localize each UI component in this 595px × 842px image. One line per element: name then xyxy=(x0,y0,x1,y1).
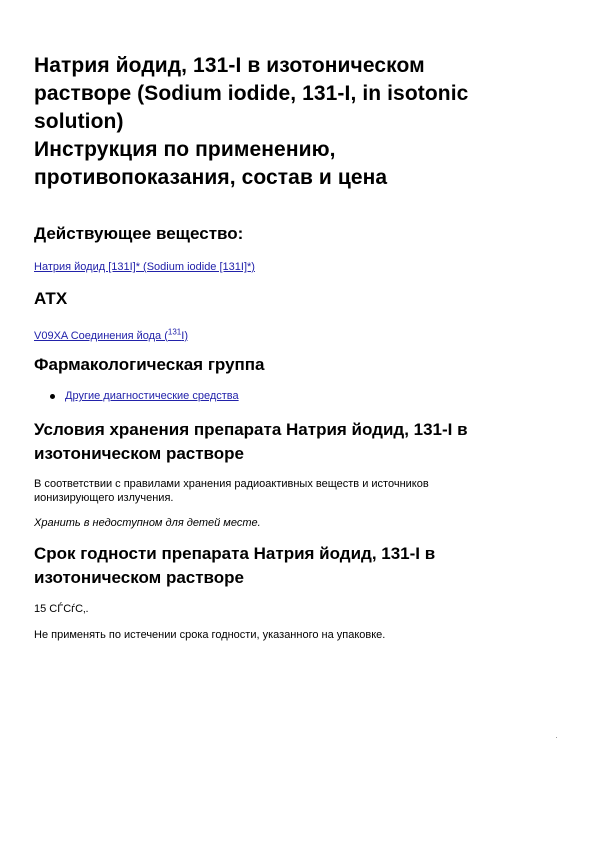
active-substance-heading: Действующее вещество: xyxy=(34,224,244,243)
storage-heading xyxy=(34,418,468,466)
active-substance-link[interactable]: Натрия йодид [131I]* (Sodium iodide [131I]*) xyxy=(34,261,255,273)
storage-note: Хранить в недоступном для детей месте. xyxy=(34,517,261,529)
storage-heading-line: изотоническом растворе xyxy=(34,444,245,463)
title-line: Натрия йодид, 131-I в изотоническом xyxy=(34,54,425,77)
subtitle-line: противопоказания, состав и цена xyxy=(34,166,388,189)
shelf-life-heading-line: Срок годности препарата Натрия йодид, 131-I в xyxy=(34,544,436,563)
atx-link-suffix: I) xyxy=(181,329,188,342)
subtitle-line: Инструкция по применению, xyxy=(34,138,336,161)
atx-link-sup: 131 xyxy=(167,327,182,336)
title-line: растворе (Sodium iodide, 131-I, in isotonic xyxy=(34,82,469,105)
pharm-group-heading: Фармакологическая группа xyxy=(34,355,265,374)
atx-link-text: V09XA Соединения йода ( xyxy=(34,329,168,342)
atx-heading: АТХ xyxy=(34,289,68,308)
list-item xyxy=(50,390,239,402)
page-title xyxy=(34,52,564,192)
storage-heading-line: Условия хранения препарата Натрия йодид, 131-I в xyxy=(34,420,468,439)
pharm-group-link[interactable]: Другие диагностические средства xyxy=(65,390,239,402)
atx-row xyxy=(34,325,188,343)
page-artifact xyxy=(556,737,557,738)
shelf-life-heading xyxy=(34,542,435,590)
storage-text-line: ионизирующего излучения. xyxy=(34,492,174,504)
bullet-icon xyxy=(50,394,55,399)
storage-text-line: В соответствии с правилами хранения радиоактивных веществ и источников xyxy=(34,478,429,490)
active-substance-row xyxy=(34,260,255,274)
shelf-life-heading-line: изотоническом растворе xyxy=(34,568,245,587)
atx-link[interactable] xyxy=(34,327,188,342)
shelf-life-note: Не применять по истечении срока годности, указанного на упаковке. xyxy=(34,629,386,641)
shelf-life-value: 15 СЃСѓС‚. xyxy=(34,603,89,615)
storage-text xyxy=(34,477,429,505)
title-line: solution) xyxy=(34,110,124,133)
